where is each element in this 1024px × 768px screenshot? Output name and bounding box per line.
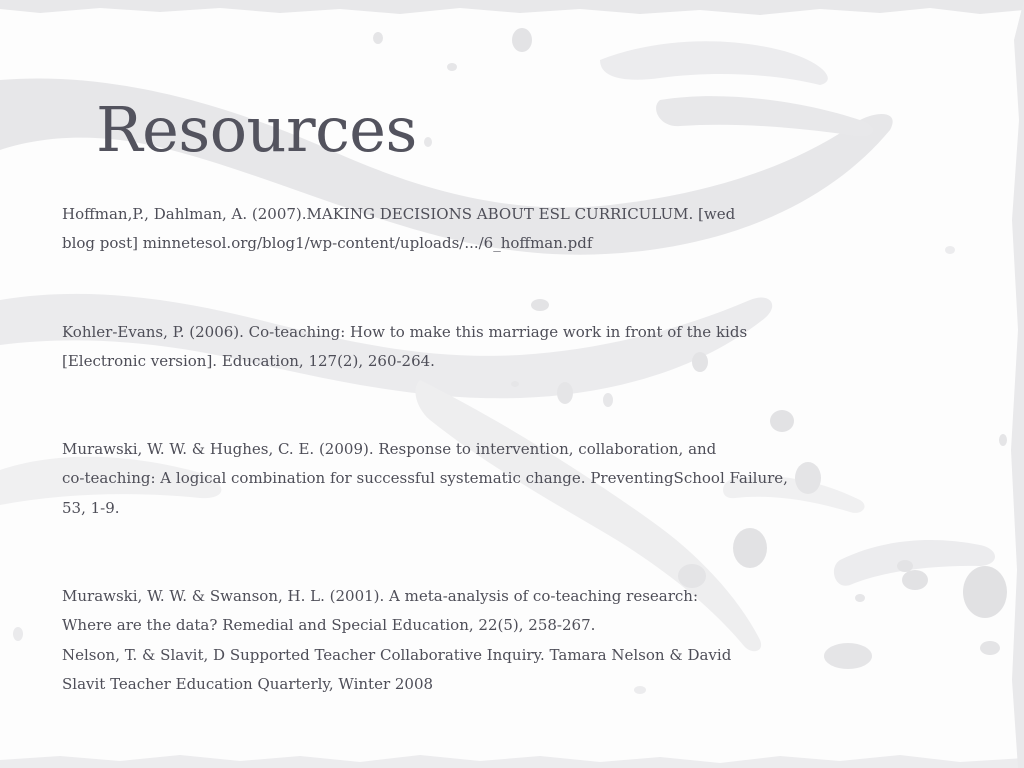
- reference-line: blog post] minnetesol.org/blog1/wp-content/uploads/.../6_hoffman.pdf: [62, 234, 593, 253]
- slide-title: Resources: [96, 93, 417, 166]
- reference-line: Kohler-Evans, P. (2006). Co-teaching: How to make this marriage work in front of the kids: [62, 322, 748, 341]
- reference-line: Nelson, T. & Slavit, D Supported Teacher Collaborative Inquiry. Tamara Nelson & David: [62, 645, 732, 664]
- reference-item: [62, 318, 792, 377]
- reference-spacer: [62, 259, 792, 318]
- reference-spacer: [62, 523, 792, 582]
- reference-line: Murawski, W. W. & Hughes, C. E. (2009). Response to intervention, collaboration, and: [62, 440, 717, 459]
- reference-line: Slavit Teacher Education Quarterly, Winter 2008: [62, 674, 434, 693]
- reference-item: [62, 200, 792, 259]
- reference-spacer: [62, 376, 792, 435]
- reference-line: Murawski, W. W. & Swanson, H. L. (2001). A meta-analysis of co-teaching research:: [62, 587, 699, 606]
- reference-line: [Electronic version]. Education, 127(2), 260-264.: [62, 351, 435, 370]
- reference-item: [62, 435, 792, 523]
- reference-line: co-teaching: A logical combination for successful systematic change. PreventingSchool Failure,: [62, 469, 788, 488]
- reference-line: Hoffman,P., Dahlman, A. (2007).MAKING DECISIONS ABOUT ESL CURRICULUM. [wed: [62, 205, 736, 223]
- reference-list: [62, 200, 792, 699]
- reference-line: 53, 1-9.: [62, 498, 120, 517]
- reference-line: Where are the data? Remedial and Special Education, 22(5), 258-267.: [62, 616, 596, 635]
- reference-item: [62, 582, 792, 699]
